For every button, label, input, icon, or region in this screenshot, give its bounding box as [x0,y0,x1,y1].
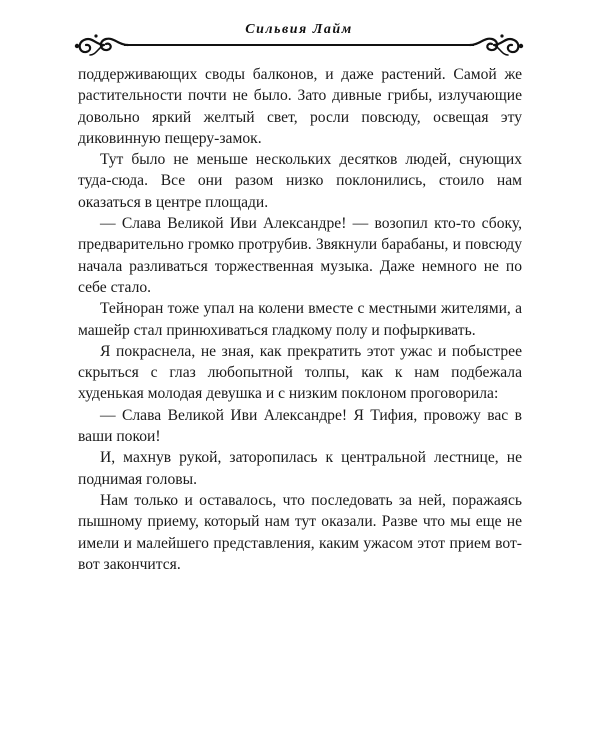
running-header [74,14,524,60]
paragraph: Тут было не меньше нескольких десятков людей, снующих туда-сюда. Все они разом низко поклонились, стоило нам оказаться в центре площади. [78,151,522,211]
paragraph: — Слава Великой Иви Александре! — возопил кто-то сбоку, предварительно громко протрубив. Звякнули барабаны, и повсюду начала разливаться торжественная музыка. Даже немного не по себе стало. [78,215,522,296]
left-flourish-icon [74,32,130,58]
right-flourish-icon [468,32,524,58]
paragraph: поддерживающих своды балконов, и даже растений. Самой же растительности почти не было. Зато дивные грибы, излучающие довольно яркий желтый свет, росли повсюду, освещая эту диковинную пещеру-замок. [78,66,522,147]
paragraph: Я покраснела, не зная, как прекратить этот ужас и побыстрее скрыться с глаз любопытной толпы, как к нам подбежала худенькая молодая девушка и с низким поклоном проговорила: [78,342,522,403]
paragraph: — Слава Великой Иви Александре! Я Тифия, провожу вас в ваши покои! [78,406,522,446]
header-rule [124,44,474,46]
body-text [78,64,522,575]
paragraph: И, махнув рукой, заторопилась к центральной лестнице, не поднимая головы. [78,449,522,488]
paragraph: Нам только и оставалось, что последовать за ней, поражаясь пышному приему, который нам тут оказали. Разве что мы еще не имели и малейшего представления, каким ужасом этот прием вот-вот закончится. [78,491,522,573]
paragraph: Тейноран тоже упал на колени вместе с местными жителями, а машейр стал принюхиваться гладкому полу и пофыркивать. [78,300,522,339]
author-name: Сильвия Лайм [245,22,353,37]
